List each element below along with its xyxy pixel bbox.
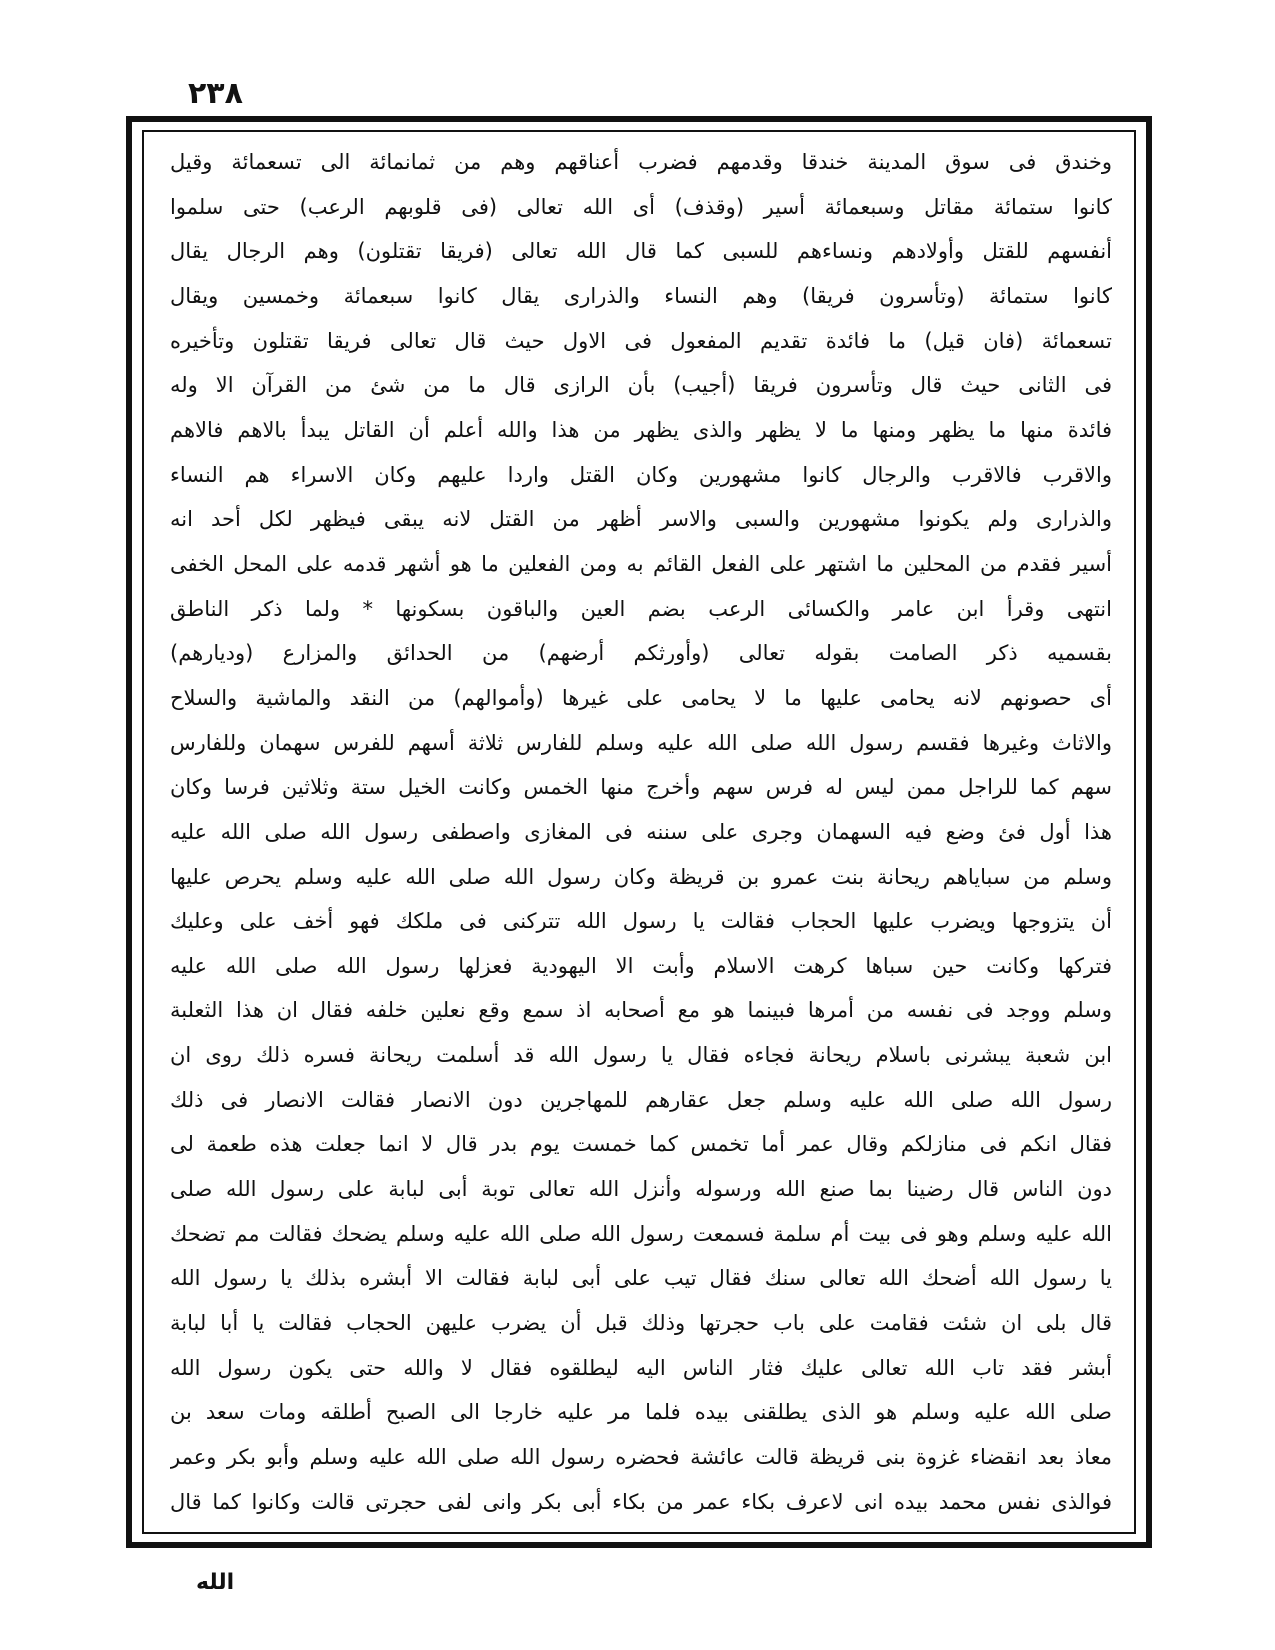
text-line: معاذ بعد انقضاء غزوة بنى قريظة قالت عائشة فحضره رسول الله صلى الله عليه وسلم وأبو بكر وعمر <box>170 1445 1112 1470</box>
text-line: قال بلى ان شئت فقامت على باب حجرتها وذلك قبل أن يضرب عليهن الحجاب فقالت يا أبا لبابة <box>170 1311 1112 1336</box>
text-line: رسول الله صلى الله عليه وسلم جعل عقارهم للمهاجرين دون الانصار فقالت الانصار فى ذلك <box>170 1087 1112 1112</box>
text-line: أنفسهم للقتل وأولادهم ونساءهم للسبى كما قال الله تعالى (فريقا تقتلون) وهم الرجال يقال <box>170 239 1112 264</box>
text-line: وخندق فى سوق المدينة خندقا وقدمهم فضرب أعناقهم وهم من ثمانمائة الى تسعمائة وقيل <box>170 150 1112 174</box>
page-number: ٢٣٨ <box>188 76 243 111</box>
text-line: فائدة منها ما يظهر ومنها ما لا يظهر والذى يظهر من هذا والله أعلم أن القاتل يبدأ بالاهم فالاهم <box>170 417 1112 442</box>
text-line: تسعمائة (فان قيل) ما فائدة تقديم المفعول فى الاول حيث قال تعالى فريقا تقتلون وتأخيره <box>170 328 1112 353</box>
text-line: بقسميه ذكر الصامت بقوله تعالى (وأورثكم أرضهم) من الحدائق والمزارع (وديارهم) <box>170 641 1112 666</box>
text-line: الله عليه وسلم وهو فى بيت أم سلمة فسمعت رسول الله صلى الله عليه وسلم يضحك فقالت مم تضحك <box>170 1221 1112 1246</box>
text-line: أى حصونهم لانه يحامى عليها ما لا يحامى على غيرها (وأموالهم) من النقد والماشية والسلاح <box>170 685 1112 710</box>
text-body <box>170 142 1112 1522</box>
text-line: والذرارى ولم يكونوا مشهورين والسبى والاسر أظهر من القتل لانه يبقى فيظهر لكل أحد انه <box>170 507 1112 532</box>
text-line: كانوا ستمائة (وتأسرون فريقا) وهم النساء والذرارى يقال كانوا سبعمائة وخمسين ويقال <box>170 283 1112 308</box>
text-line: انتهى وقرأ ابن عامر والكسائى الرعب بضم العين والباقون بسكونها * ولما ذكر الناطق <box>170 596 1112 621</box>
inner-border <box>142 130 1136 1534</box>
text-line: والاقرب فالاقرب والرجال كانوا مشهورين وكان القتل واردا عليهم وكان الاسراء هم النساء <box>170 462 1112 487</box>
text-line: وسلم ووجد فى نفسه من أمرها فبينما هو مع أصحابه اذ سمع وقع نعلين خلفه فقال ان هذا الثعلبة <box>170 998 1112 1023</box>
text-line: وسلم من سباياهم ريحانة بنت عمرو بن قريظة وكان رسول الله صلى الله عليه وسلم يحرص عليها <box>170 864 1112 889</box>
text-line: فوالذى نفس محمد بيده انى لاعرف بكاء عمر من بكاء أبى بكر وانى لفى حجرتى قالت وكانوا كما قال <box>170 1489 1112 1514</box>
catchword: الله <box>196 1570 235 1595</box>
text-line: فى الثانى حيث قال وتأسرون فريقا (أجيب) بأن الرازى قال ما من شئ من القرآن الا وله <box>170 373 1112 398</box>
text-line: والاثاث وغيرها فقسم رسول الله صلى الله عليه وسلم للفارس ثلاثة أسهم للفرس سهمان وللفارس <box>170 730 1112 755</box>
text-line: أن يتزوجها ويضرب عليها الحجاب فقالت يا رسول الله تتركنى فى ملكك فهو أخف على وعليك <box>170 909 1112 934</box>
text-line: سهم كما للراجل ممن ليس له فرس سهم وأخرج منها الخمس وكانت الخيل ستة وثلاثين فرسا وكان <box>170 775 1112 800</box>
text-line: كانوا ستمائة مقاتل وسبعمائة أسير (وقذف) أى الله تعالى (فى قلوبهم الرعب) حتى سلموا <box>170 194 1112 219</box>
text-line: هذا أول فئ وضع فيه السهمان وجرى على سننه فى المغازى واصطفى رسول الله صلى الله عليه <box>170 819 1112 844</box>
text-line: فتركها وكانت حين سباها كرهت الاسلام وأبت الا اليهودية فعزلها رسول الله صلى الله عليه <box>170 953 1112 978</box>
text-line: فقال انكم فى منازلكم وقال عمر أما تخمس كما خمست يوم بدر قال لا انما جعلت هذه طعمة لى <box>170 1132 1112 1157</box>
text-line: ابن شعبة يبشرنى باسلام ريحانة فجاءه فقال يا رسول الله قد أسلمت ريحانة فسره ذلك روى ان <box>170 1043 1112 1068</box>
text-line: أسير فقدم من المحلين ما اشتهر على الفعل القائم به ومن الفعلين ما هو أشهر قدمه على المحل الخفى <box>170 551 1112 576</box>
text-line: صلى الله عليه وسلم هو الذى يطلقنى بيده فلما مر عليه خارجا الى الصبح أطلقه ومات سعد بن <box>170 1400 1112 1425</box>
text-line: أبشر فقد تاب الله تعالى عليك فثار الناس اليه ليطلقوه فقال لا والله حتى يكون رسول الله <box>170 1355 1112 1380</box>
text-line: دون الناس قال رضينا بما صنع الله ورسوله وأنزل الله تعالى توبة أبى لبابة على رسول الله صلى <box>170 1177 1112 1202</box>
page-border <box>126 116 1152 1548</box>
text-line: يا رسول الله أضحك الله تعالى سنك فقال تيب على أبى لبابة فقالت الا أبشره بذلك يا رسول الله <box>170 1266 1112 1291</box>
